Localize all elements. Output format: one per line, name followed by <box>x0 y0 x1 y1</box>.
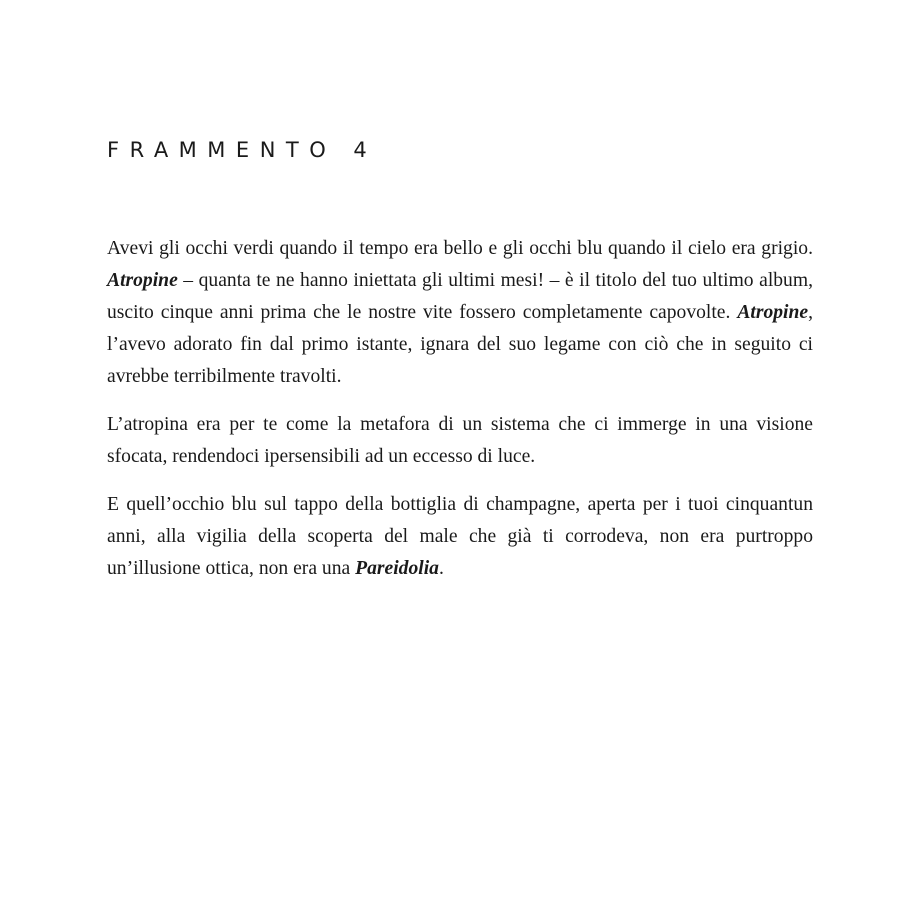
paragraph-2-text: L’atropina era per te come la metafora di un sistema che ci immerge in una visione sfocata, rendendoci ipersensibili ad un eccesso di luce. <box>107 414 813 467</box>
paragraph-1-text: Avevi gli occhi verdi quando il tempo era bello e gli occhi blu quando il cielo era grigio. <box>107 238 813 259</box>
paragraph-1-text: , l’avevo adorato fin dal primo istante, ignara del suo legame con ciò che in seguito ci avrebbe terribilmente travolti. <box>107 302 813 387</box>
paragraph-1 <box>107 233 813 393</box>
paragraph-1-text: – quanta te ne hanno iniettata gli ultimi mesi! – è il titolo del tuo ultimo album, uscito cinque anni prima che le nostre vite fossero completamente capovolte. <box>107 270 813 323</box>
album-title-emphasis: Atropine <box>737 302 809 323</box>
chapter-body <box>107 233 813 601</box>
paragraph-3-text: E quell’occhio blu sul tappo della bottiglia di champagne, aperta per i tuoi cinquantun anni, alla vigilia della scoperta del male che già ti corrodeva, non era purtroppo un’illusione ottica, non era una <box>107 494 813 579</box>
chapter-title: FRAMMENTO 4 <box>107 138 378 162</box>
paragraph-2 <box>107 409 813 473</box>
album-title-emphasis: Atropine <box>107 270 178 291</box>
paragraph-3-text: . <box>438 558 444 579</box>
pareidolia-emphasis: Pareidolia <box>355 558 439 579</box>
paragraph-3 <box>107 489 813 585</box>
book-page <box>107 0 813 900</box>
